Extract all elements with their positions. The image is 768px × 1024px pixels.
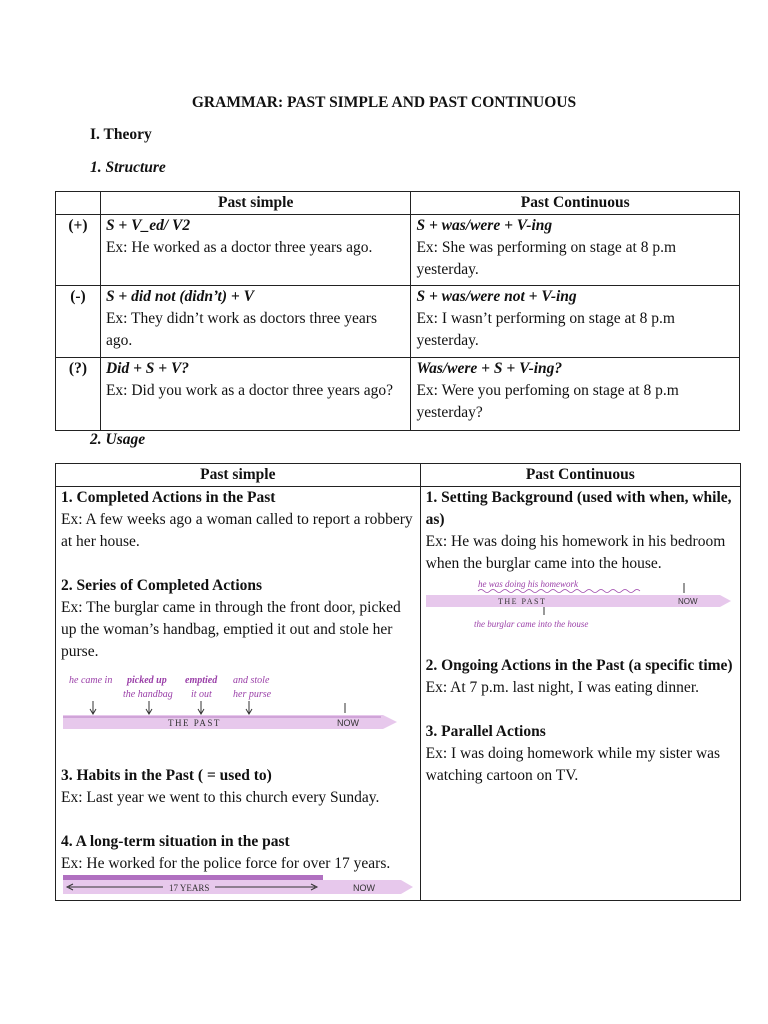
series-timeline-diagram <box>63 667 403 755</box>
now-label: NOW <box>677 597 698 606</box>
example: Ex: Were you perfoming on stage at 8 p.m yesterday? <box>416 382 679 421</box>
diagram-label: and stole <box>233 675 270 686</box>
sign-cell: (+) <box>56 215 101 286</box>
sign-cell: (-) <box>56 286 101 358</box>
structure-cell <box>411 358 740 431</box>
usage-heading: 2. Series of Completed Actions <box>61 577 263 594</box>
example: Ex: Did you work as a doctor three years ago? <box>105 382 394 399</box>
table-row <box>56 215 740 286</box>
usage-heading: 1. Completed Actions in the Past <box>61 489 276 506</box>
usage-heading: 2. Ongoing Actions in the Past (a specific time) <box>425 657 733 674</box>
usage-example: Ex: The burglar came in through the front door, picked up the woman’s handbag, emptied it out and stole her purse. <box>61 599 401 660</box>
header-past-simple: Past simple <box>100 192 411 215</box>
example: Ex: I wasn’t performing on stage at 8 p.m yesterday. <box>416 310 675 349</box>
usage-past-simple-cell <box>56 487 421 901</box>
table-row <box>56 358 740 431</box>
diagram-label: the handbag <box>123 689 173 700</box>
diagram-label: he was doing his homework <box>477 579 578 589</box>
background-timeline-diagram <box>426 577 732 633</box>
structure-cell <box>411 215 740 286</box>
span-bar <box>63 875 323 880</box>
document-title: GRAMMAR: PAST SIMPLE AND PAST CONTINUOUS <box>191 94 577 111</box>
axis-label: THE PAST <box>497 597 547 606</box>
header-past-continuous: Past Continuous <box>420 464 740 487</box>
structure-table <box>55 191 740 431</box>
table-header-row <box>56 464 741 487</box>
span-label: 17 YEARS <box>169 883 210 893</box>
ongoing-wave <box>478 590 640 593</box>
now-label: NOW <box>337 718 359 728</box>
usage-example: Ex: He worked for the police force for over 17 years. <box>61 855 391 872</box>
usage-example: Ex: Last year we went to this church every Sunday. <box>61 789 380 806</box>
usage-heading: 3. Habits in the Past ( = used to) <box>61 767 272 784</box>
formula: S + V_ed/ V2 <box>105 217 191 234</box>
example: Ex: He worked as a doctor three years ago. <box>105 239 373 256</box>
structure-cell <box>100 358 411 431</box>
usage-example: Ex: A few weeks ago a woman called to report a robbery at her house. <box>61 511 413 550</box>
diagram-label: it out <box>191 689 212 700</box>
usage-past-continuous-cell <box>420 487 740 901</box>
usage-example: Ex: I was doing homework while my sister was watching cartoon on TV. <box>425 745 721 784</box>
axis-label: THE PAST <box>168 718 221 728</box>
structure-cell <box>411 286 740 358</box>
formula: Was/were + S + V-ing? <box>416 360 563 377</box>
diagram-label: he came in <box>69 675 113 686</box>
usage-heading: 3. Parallel Actions <box>425 723 546 740</box>
usage-table <box>55 463 741 901</box>
sign-cell: (?) <box>56 358 101 431</box>
diagram-label: emptied <box>185 675 218 686</box>
usage-example: Ex: At 7 p.m. last night, I was eating dinner. <box>425 679 699 696</box>
table-header-row <box>56 192 740 215</box>
table-row <box>56 286 740 358</box>
section-structure: 1. Structure <box>90 159 166 176</box>
now-label: NOW <box>353 883 375 893</box>
formula: S + was/were not + V-ing <box>416 288 577 305</box>
section-theory: I. Theory <box>90 126 152 143</box>
event-arrows <box>90 701 345 714</box>
example: Ex: They didn’t work as doctors three years ago. <box>105 310 377 349</box>
diagram-label: her purse <box>233 689 272 700</box>
structure-cell <box>100 286 411 358</box>
corner-cell <box>56 192 101 215</box>
usage-heading: 1. Setting Background (used with when, while, as) <box>425 489 732 528</box>
header-past-continuous: Past Continuous <box>411 192 740 215</box>
formula: S + did not (didn’t) + V <box>105 288 254 305</box>
usage-example: Ex: He was doing his homework in his bedroom when the burglar came into the house. <box>425 533 726 572</box>
formula: S + was/were + V-ing <box>416 217 553 234</box>
diagram-label: picked up <box>127 675 167 686</box>
usage-heading: 4. A long-term situation in the past <box>61 833 290 850</box>
section-usage: 2. Usage <box>90 431 146 448</box>
header-past-simple: Past simple <box>56 464 421 487</box>
structure-cell <box>100 215 411 286</box>
formula: Did + S + V? <box>105 360 190 377</box>
diagram-label: the burglar came into the house <box>473 619 589 629</box>
example: Ex: She was performing on stage at 8 p.m yesterday. <box>416 239 677 278</box>
long-term-timeline-diagram <box>63 875 413 897</box>
table-row <box>56 487 741 901</box>
